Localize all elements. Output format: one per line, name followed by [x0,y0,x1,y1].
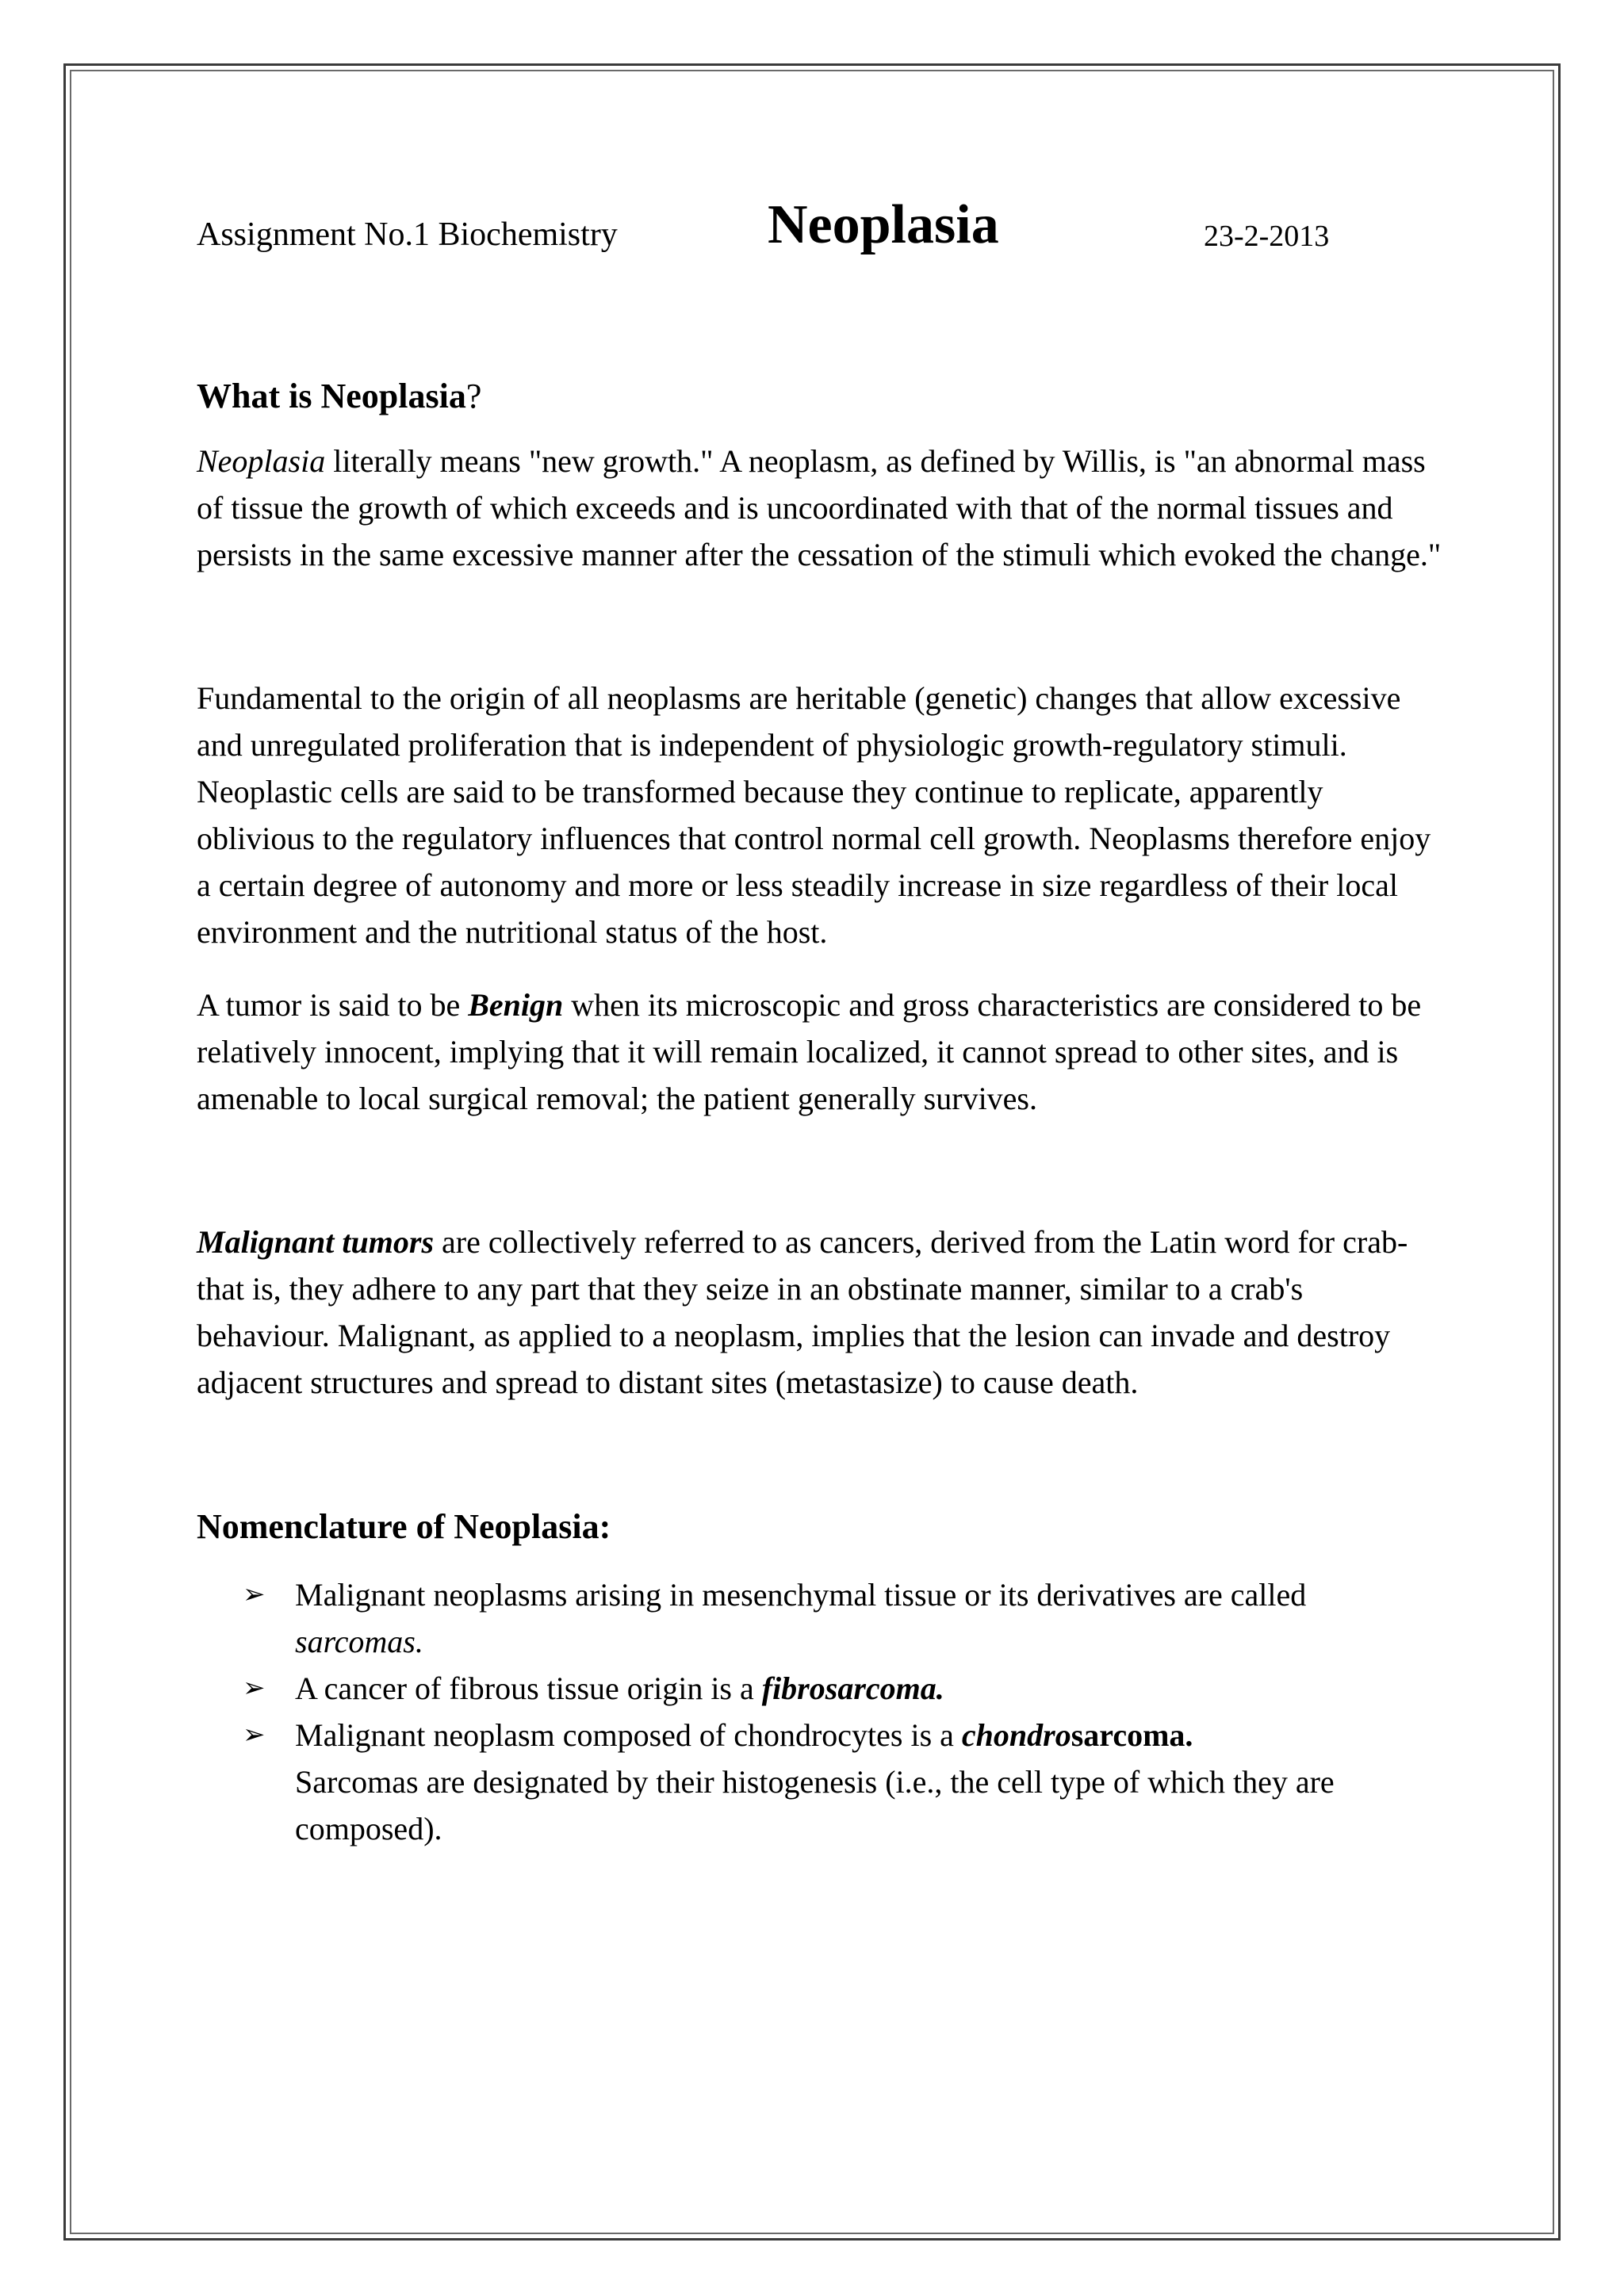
paragraph-definition [197,438,1442,578]
paragraph-malignant [197,1219,1442,1406]
malignant-text: are collectively referred to as cancers, derived from the Latin word for crab-that is, they adhere to any part that they seize in an obstinate manner, similar to a crab's behaviour. Malignant, as applied to a neoplasm, implies that the lesion can invade and destroy adjacent structures and spread to distant sites (metastasize) to cause death. [197,1224,1408,1400]
heading-question-mark: ? [465,377,482,415]
list-item [197,1712,1442,1852]
term-malignant-tumors: Malignant tumors [197,1224,435,1260]
arrow-bullet-icon: ➢ [243,1719,266,1751]
bullet-text: Malignant neoplasms arising in mesenchymal tissue or its derivatives are called [295,1577,1307,1613]
term-fibrosarcoma: fibrosarcoma. [761,1670,944,1706]
section-heading-nomenclature: Nomenclature of Neoplasia: [197,1507,611,1546]
list-item [197,1665,1442,1712]
term-neoplasia: Neoplasia [197,443,326,479]
term-benign: Benign [468,987,564,1023]
bullet-text: A cancer of fibrous tissue origin is a [295,1670,762,1706]
document-body [197,190,1442,1852]
arrow-bullet-icon: ➢ [243,1578,266,1610]
nomenclature-list [197,1571,1442,1852]
heading-bold-text: What is Neoplasia [197,377,466,415]
bullet-text: Malignant neoplasm composed of chondrocytes is a [295,1717,962,1753]
bullet-tail-text: Sarcomas are designated by their histogenesis (i.e., the cell type of which they are composed). [295,1764,1335,1846]
assignment-label: Assignment No.1 Biochemistry [197,216,618,253]
arrow-bullet-icon: ➢ [243,1672,266,1704]
list-item [197,1571,1442,1665]
definition-text: literally means "new growth." A neoplasm, as defined by Willis, is "an abnormal mass of tissue the growth of which exceeds and is uncoordinated with that of the normal tissues and persists in the same excessive manner after the cessation of the stimuli which evoked the change." [197,443,1442,572]
benign-text: when its microscopic and gross characteristics are considered to be relatively innocent, implying that it will remain localized, it cannot spread to other sites, and is amenable to local surgical removal; the patient generally survives. [197,987,1422,1116]
paragraph-benign [197,982,1442,1122]
term-sarcomas: sarcomas. [295,1624,423,1659]
document-date: 23-2-2013 [1204,220,1330,253]
document-title: Neoplasia [768,194,999,255]
section-heading-what-is-neoplasia [197,373,1442,420]
term-sarcoma-suffix: sarcoma. [1071,1717,1193,1753]
term-chondro: chondro [961,1717,1071,1753]
document-header [197,190,1442,270]
paragraph-fundamental: Fundamental to the origin of all neoplasms are heritable (genetic) changes that allow excessive and unregulated proliferation that is independent of physiologic growth-regulatory stimuli. Neoplastic cells are said to be transformed because they continue to replicate, apparently oblivious to the regulatory influences that control normal cell growth. Neoplasms therefore enjoy a certain degree of autonomy and more or less steadily increase in size regardless of their local environment and the nutritional status of the host. [197,680,1431,950]
benign-intro: A tumor is said to be [197,987,469,1023]
